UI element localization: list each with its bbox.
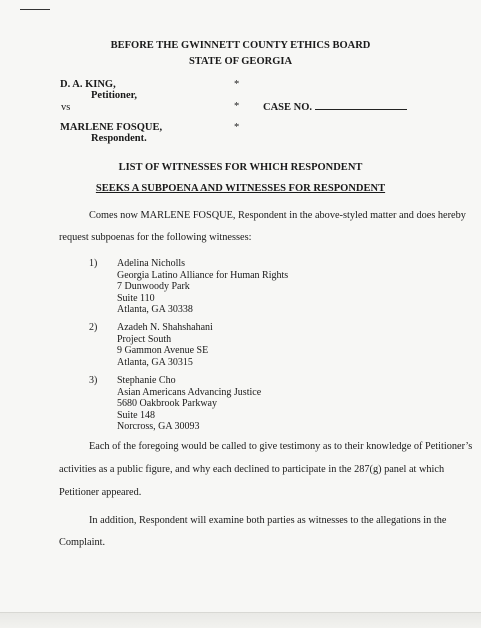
witness-entry (117, 375, 261, 433)
paragraph-line: Complaint. (59, 537, 106, 548)
court-heading: BEFORE THE GWINNETT COUNTY ETHICS BOARD (110, 40, 371, 51)
versus-label: vs (61, 102, 71, 113)
document-subtitle: SEEKS A SUBPOENA AND WITNESSES FOR RESPONDENT (95, 183, 386, 194)
witness-line: Adelina Nicholls (117, 258, 186, 269)
witness-line: Azadeh N. Shahshahani (117, 322, 213, 333)
caption-star: * (234, 79, 240, 90)
witness-line: Suite 148 (117, 409, 156, 421)
petitioner-role: Petitioner, (91, 90, 137, 101)
witness-line: Stephanie Cho (117, 375, 176, 386)
caption-star: * (234, 122, 240, 133)
witness-line: 9 Gammon Avenue SE (117, 345, 209, 357)
witness-line: Georgia Latino Alliance for Human Rights (117, 269, 289, 281)
case-number-blank (315, 101, 407, 110)
paragraph-line: Each of the foregoing would be called to give testimony as to their knowledge of Petitioner’s (89, 441, 473, 452)
witness-line: 7 Dunwoody Park (117, 281, 190, 293)
witness-entry (117, 322, 213, 368)
witness-number: 1) (89, 258, 98, 269)
intro-line: request subpoenas for the following witnesses: (59, 232, 252, 243)
case-number-field (263, 101, 407, 113)
document-title: LIST OF WITNESSES FOR WHICH RESPONDENT (118, 162, 363, 173)
petitioner-name: D. A. KING, (60, 79, 116, 90)
caption-star: * (234, 101, 240, 112)
respondent-role: Respondent. (91, 133, 147, 144)
witness-line: Suite 110 (117, 292, 155, 304)
witness-line: Atlanta, GA 30338 (117, 304, 193, 316)
witness-number: 3) (89, 375, 98, 386)
witness-line: Asian Americans Advancing Justice (117, 386, 262, 398)
paragraph-line: In addition, Respondent will examine both parties as witnesses to the allegations in the (89, 515, 447, 526)
intro-line: Comes now MARLENE FOSQUE, Respondent in the above-styled matter and does hereby (89, 210, 466, 221)
witness-line: Norcross, GA 30093 (117, 421, 200, 433)
witness-entry (117, 258, 288, 316)
top-rule (20, 9, 50, 10)
witness-line: Atlanta, GA 30315 (117, 356, 193, 368)
state-heading: STATE OF GEORGIA (188, 56, 293, 67)
case-number-label: CASE NO. (263, 102, 313, 113)
witness-number: 2) (89, 322, 98, 333)
paragraph-line: activities as a public figure, and why each declined to participate in the 287(g) panel at which (59, 464, 445, 475)
page-bottom-edge (0, 612, 481, 628)
paragraph-line: Petitioner appeared. (59, 487, 142, 498)
respondent-name: MARLENE FOSQUE, (60, 122, 163, 133)
witness-line: Project South (117, 333, 172, 345)
witness-line: 5680 Oakbrook Parkway (117, 398, 217, 410)
